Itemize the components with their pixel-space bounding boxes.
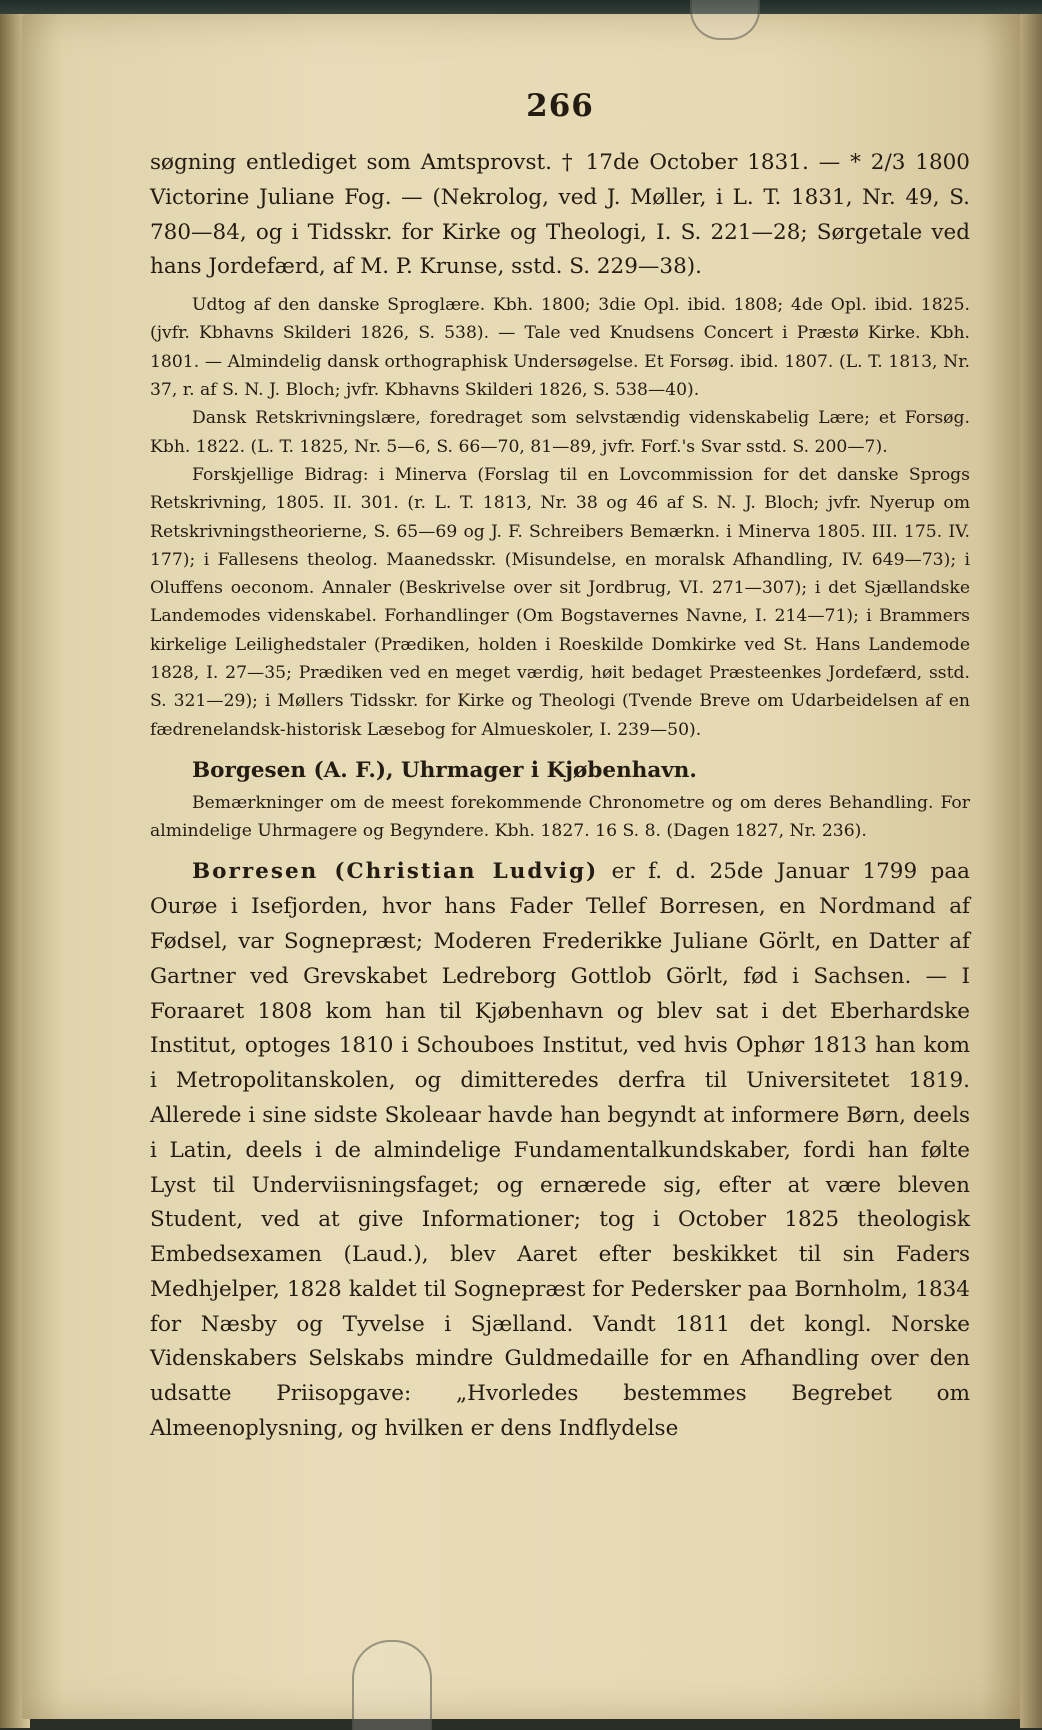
entry-heading-borresen: Borresen (Christian Ludvig) (192, 859, 599, 885)
paragraph-borresen-bio: er f. d. 25de Januar 1799 paa Ourøe i Isefjorden, hvor hans Fader Tellef Borresen, en Nordmand af Fødsel, var Sognepræst; Moderen Frederikke Juliane Görlt, en Datter af Gartner ved Grevskabet Ledreborg Gottlob Görlt, fød i Sachsen. — I Foraaret 1808 kom han til Kjøbenhavn og blev sat i det Eberhardske Institut, optoges 1810 i Schouboes Institut, ved hvis Ophør 1813 han kom i Metropolitanskolen, og dimitteredes derfra til Universitetet 1819. Allerede i sine sidste Skoleaar havde han begyndt at informere Børn, deels i Latin, deels i de almindelige Fundamentalkundskaber, fordi han følte Lyst til Underviisningsfaget; og ernærede sig, efter at være bleven Student, ved at give Informationer; tog i October 1825 theologisk Embedsexamen (Laud.), blev Aaret efter beskikket til sin Faders Medhjelper, 1828 kaldet til Sognepræst for Pedersker paa Bornholm, 1834 for Næsby og Tyvelse i Sjælland. Vandt 1811 det kongl. Norske Videnskabers Selskabs mindre Guldmedaille for en Afhandling over den udsatte Priisopgave: „Hvorledes bestemmes Begrebet om Almeenoplysning, og hvilken er dens Indflydelse (150, 859, 970, 1442)
paragraph-borgesen-works: Bemærkninger om de meest forekommende Chronometre og om deres Behandling. For almindelige Uhrmagere og Begyndere. Kbh. 1827. 16 S. 8. (Dagen 1827, Nr. 236). (150, 792, 970, 842)
page-content (150, 88, 970, 1447)
page-number: 266 (526, 88, 594, 124)
clip-bottom (352, 1640, 432, 1730)
paragraph-works-3: Forskjellige Bidrag: i Minerva (Forslag til en Lovcommission for det danske Sprogs Retskrivning, 1805. II. 301. (r. L. T. 1813, Nr. 38 og 46 af S. N. J. Bloch; jvfr. Nyerup om Retskrivningstheorierne, S. 65—69 og J. F. Schreibers Bemærkn. i Minerva 1805. III. 175. IV. 177); i Fallesens theolog. Maanedsskr. (Misundelse, en moralsk Afhandling, IV. 649—73); i Oluffens oeconom. Annaler (Beskrivelse over sit Jordbrug, VI. 271—307); i det Sjællandske Landemodes videnskabel. Forhandlinger (Om Bogstavernes Navne, I. 214—71); i Brammers kirkelige Leilighedstaler (Prædiken, holden i Roeskilde Domkirke ved St. Hans Landemode 1828, I. 27—35; Prædiken ved en meget værdig, høit bedaget Præsteenkes Jordefærd, sstd. S. 321—29); i Møllers Tidsskr. for Kirke og Theologi (Tvende Breve om Udarbeidelsen af en fædrenelandsk-historisk Læsebog for Almueskoler, I. 239—50). (150, 464, 970, 740)
page-right-edge (1020, 14, 1042, 1728)
paragraph-obituary: søgning entlediget som Amtsprovst. † 17de October 1831. — * 2/3 1800 Victorine Juliane Fog. — (Nekrolog, ved J. Møller, i L. T. 1831, Nr. 49, S. 780—84, og i Tidsskr. for Kirke og Theologi, I. S. 221—28; Sørgetale ved hans Jordefærd, af M. P. Krunse, sstd. S. 229—38). (150, 150, 970, 280)
paragraph-works-1: Udtog af den danske Sproglære. Kbh. 1800; 3die Opl. ibid. 1808; 4de Opl. ibid. 1825. (jvfr. Kbhavns Skilderi 1826, S. 538). — Tale ved Knudsens Concert i Præstø Kirke. Kbh. 1801. — Almindelig dansk orthographisk Undersøgelse. Et Forsøg. ibid. 1807. (L. T. 1813, Nr. 37, r. af S. N. J. Bloch; jvfr. Kbhavns Skilderi 1826, S. 538—40). (150, 295, 970, 401)
entry-borresen (150, 855, 970, 1447)
entry-heading-borgesen: Borgesen (A. F.), Uhrmager i Kjøbenhavn. (192, 757, 697, 783)
paragraph-works-2: Dansk Retskrivningslære, foredraget som selvstændig videnskabelig Lære; et Forsøg. Kbh. 1822. (L. T. 1825, Nr. 5—6, S. 66—70, 81—89, jvfr. Forf.'s Svar sstd. S. 200—7). (150, 408, 970, 457)
